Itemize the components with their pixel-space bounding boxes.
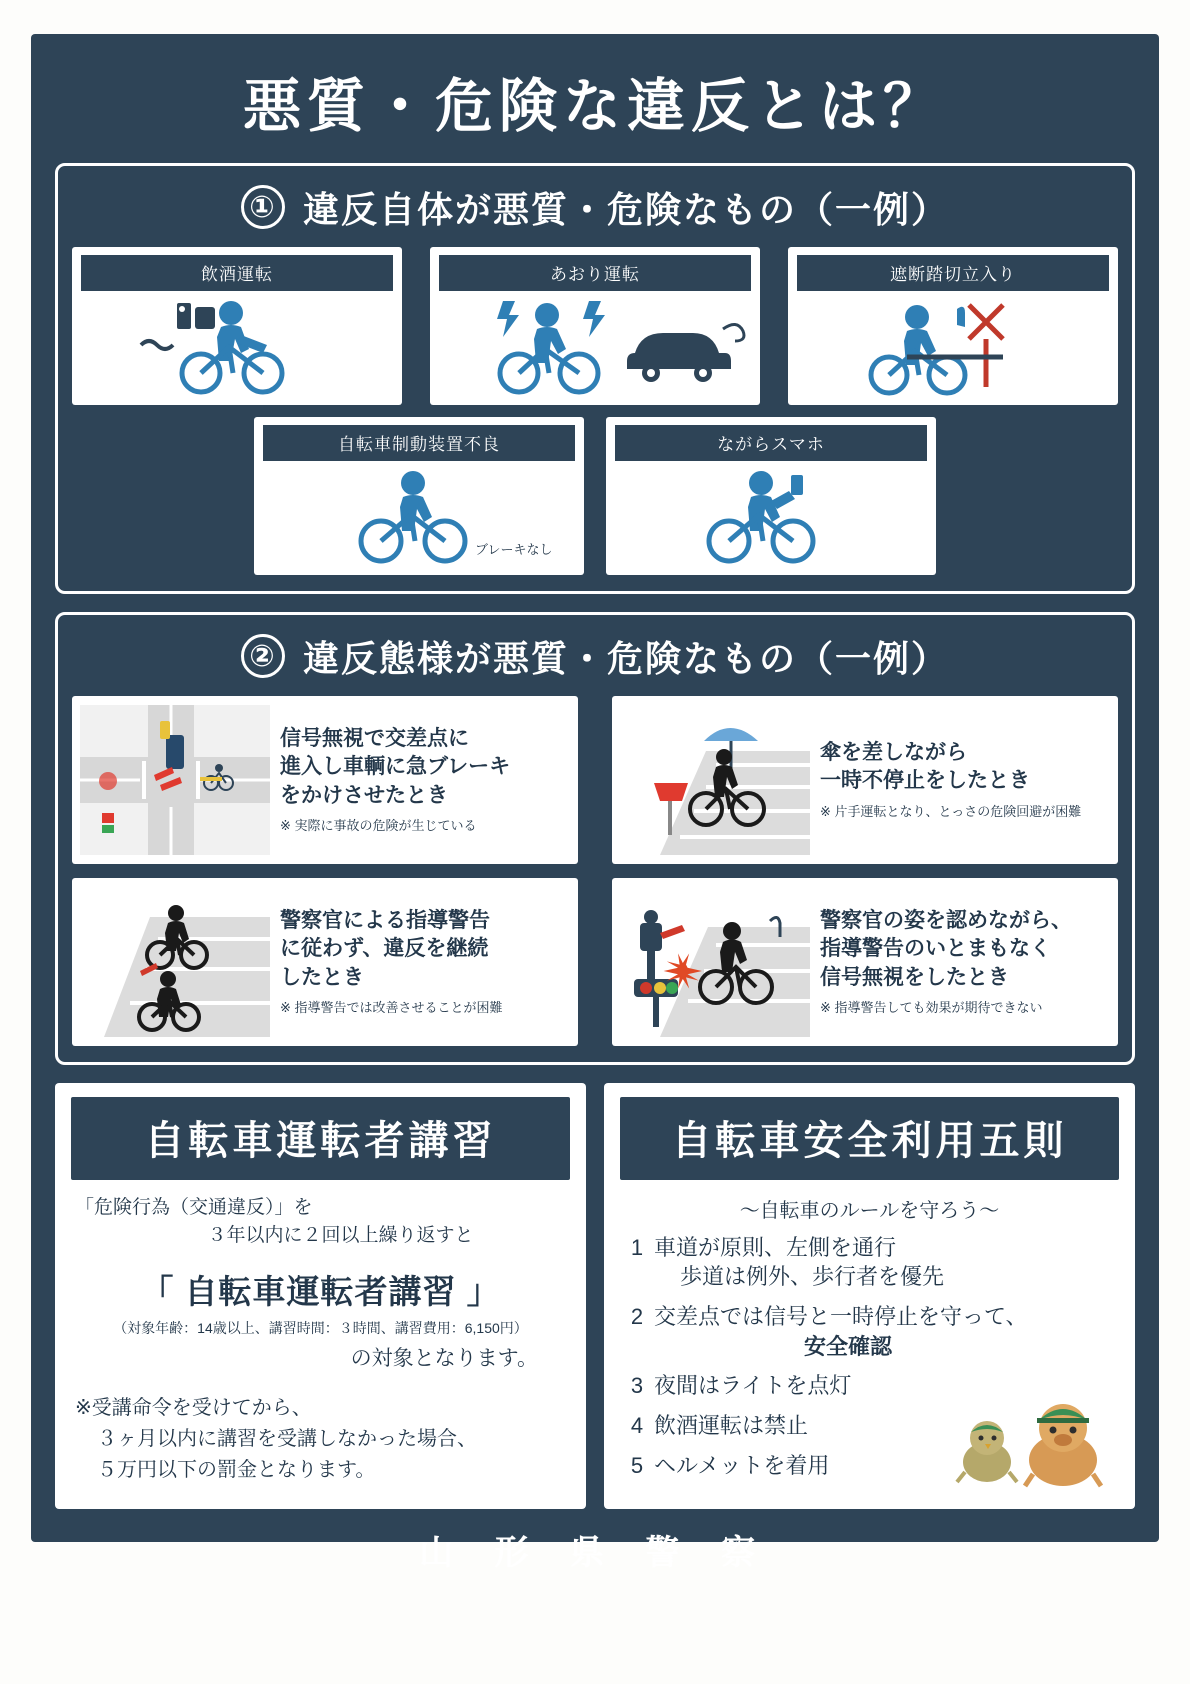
case-line: 指導警告のいとまもなく [820,937,1051,961]
warning-line3: ５万円以下の罰金となります。 [97,1458,376,1481]
rule-main: 車道が原則、左側を通行 [654,1234,897,1260]
ignore-signal-icon [620,887,810,1037]
panel-left-body [71,1180,570,1486]
case-line: 進入し車輌に急ブレーキ [280,755,511,779]
case-line: 信号無視で交差点に [280,726,469,750]
case-note: ※ 指導警告しても効果が期待できない [820,999,1043,1015]
case-line: をかけさせたとき [280,783,448,807]
case-item [72,696,578,864]
case-text [820,907,1110,1017]
card-road-rage [430,247,760,405]
rule-number: 1 [630,1234,644,1260]
railway-crossing-icon [797,291,1109,399]
rule-main: 飲酒運転は禁止 [654,1413,809,1439]
road-rage-cycling-icon [439,291,751,399]
card-brake-failure [254,417,584,575]
yamagata-police-mascots-icon [947,1386,1117,1499]
case-note: ※ 指導警告では改善させることが困難 [280,999,503,1015]
card-smartphone-use [606,417,936,575]
footer-organization: 山 形 県 警 察 [419,1533,771,1572]
section1-header [72,182,1118,233]
section2-number: ② [241,634,285,678]
training-details: （対象年齢：14歳以上、講習時間：３時間、講習費用：6,150円） [113,1320,528,1337]
rules-lead: 〜自転車のルールを守ろう〜 [739,1199,1000,1222]
case-line: に従わず、違反を継続 [280,937,489,961]
card-title: ながらスマホ [615,425,927,461]
case-line: 警察官の姿を認めながら、 [820,908,1072,932]
section-violations-type [55,163,1135,594]
rule-main: 交差点では信号と一時停止を守って、 [654,1304,1028,1330]
panel-left-heading: 自転車運転者講習 [71,1097,570,1180]
card-drunk-driving [72,247,402,405]
panel-right-heading: 自転車安全利用五則 [620,1097,1119,1180]
rule-number: 2 [630,1304,644,1330]
training-line1: 「危険行為（交通違反）」を [75,1196,313,1218]
case-item [72,878,578,1046]
section1-row-bottom [72,417,1118,575]
case-text [820,739,1110,820]
case-text [280,725,570,835]
training-line2: ３年以内に２回以上繰り返すと [207,1225,474,1247]
panel-five-rules [604,1083,1135,1509]
umbrella-cycling-icon [620,705,810,855]
rule-number: 5 [630,1452,644,1478]
bottom-panels [55,1083,1135,1509]
no-brake-bicycle-icon [263,461,575,569]
list-item [620,1233,1119,1292]
case-note: ※ 片手運転となり、とっさの危険回避が困難 [820,803,1082,819]
section1-row-top [72,247,1118,405]
section2-header [72,631,1118,682]
warning-line2: ３ヶ月以内に講習を受講しなかった場合、 [97,1427,477,1450]
rule-main: 夜間はライトを点灯 [654,1373,852,1399]
card-title: 遮断踏切立入り [797,255,1109,291]
rule-sub2: 安全確認 [804,1333,893,1359]
drunk-cycling-icon [81,291,393,399]
panel-bicycle-training [55,1083,586,1509]
case-line: 傘を差しながら [820,741,967,765]
case-item [612,878,1118,1046]
rule-number: 3 [630,1373,644,1399]
page-title: 悪質・危険な違反とは？ [242,74,947,139]
case-item [612,696,1118,864]
section2-heading: 違反態様が悪質・危険なもの（一例） [302,637,949,679]
training-warning [75,1393,566,1486]
section2-cases [72,696,1118,1046]
brake-note: ブレーキなし [475,541,553,557]
section1-heading: 違反自体が悪質・危険なもの（一例） [302,188,949,230]
police-warning-icon [80,887,270,1037]
case-text [280,907,570,1017]
intersection-diagram-icon [80,705,270,855]
card-title: 自転車制動装置不良 [263,425,575,461]
list-item [620,1302,1119,1361]
rule-text [654,1302,1119,1361]
warning-line1: ※受講命令を受けてから、 [75,1396,312,1419]
poster-body [31,34,1159,1572]
section-violation-manner [55,612,1135,1065]
rule-text [654,1233,1119,1292]
case-note: ※ 実際に事故の危険が生じている [280,817,477,833]
case-line: したとき [280,965,364,989]
case-line: 信号無視をしたとき [820,965,1009,989]
rule-number: 4 [630,1413,644,1439]
rule-sub: 歩道は例外、歩行者を優先 [680,1264,945,1290]
section1-number: ① [241,185,285,229]
card-title: あおり運転 [439,255,751,291]
case-line: 警察官による指導警告 [280,908,490,932]
training-tail: の対象となります。 [350,1347,538,1371]
card-railway-crossing [788,247,1118,405]
training-title-quote: 「 自転車運転者講習 」 [140,1272,501,1310]
rule-main: ヘルメットを着用 [654,1452,830,1478]
smartphone-cycling-icon [615,461,927,569]
card-title: 飲酒運転 [81,255,393,291]
case-line: 一時不停止をしたとき [820,769,1030,793]
